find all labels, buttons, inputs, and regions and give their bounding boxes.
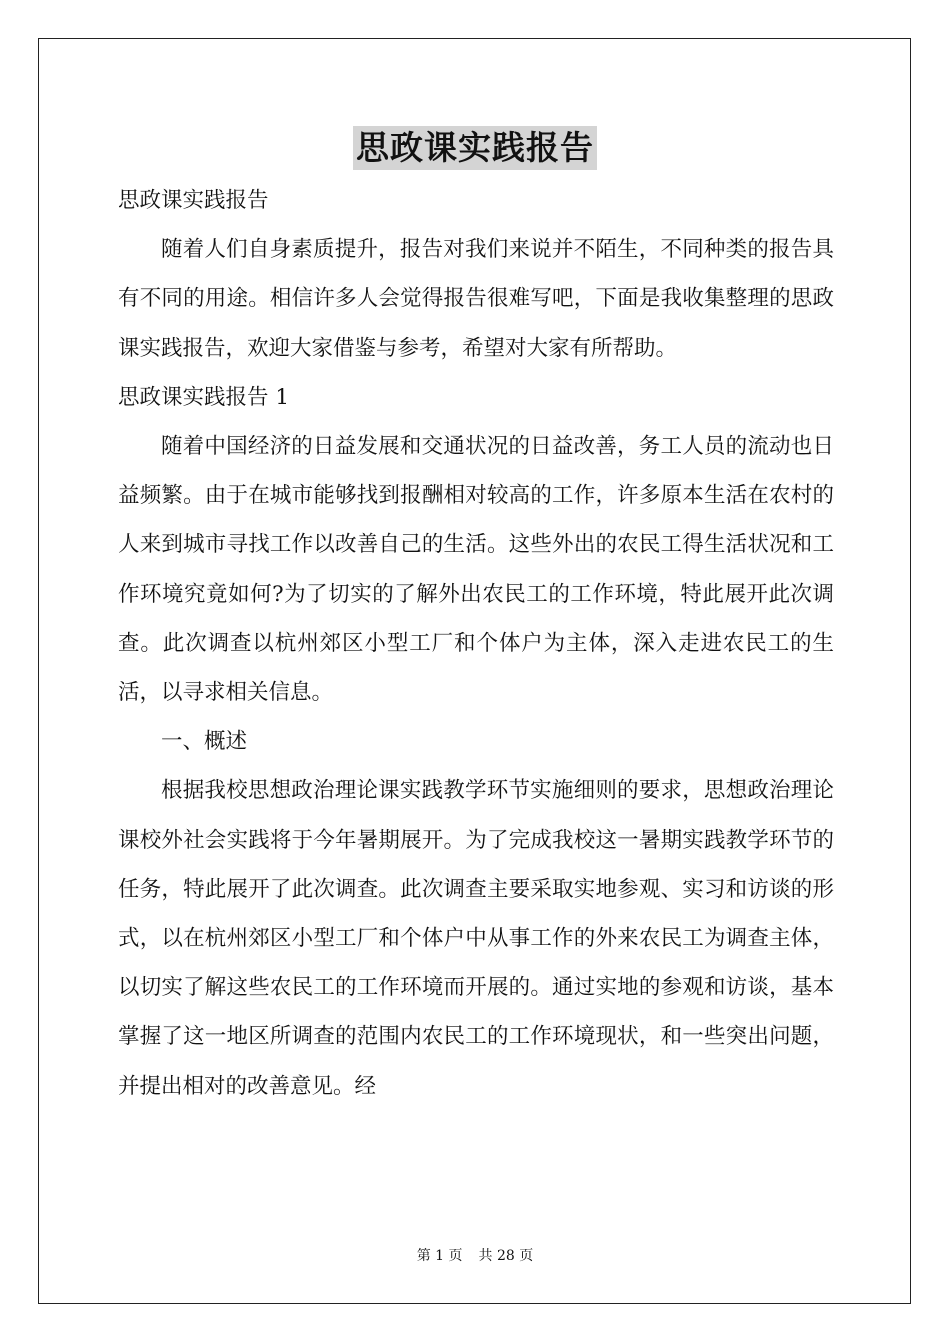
page-footer bbox=[0, 1245, 950, 1265]
section-heading: 一、概述 bbox=[161, 729, 248, 755]
document-title: 思政课实践报告 bbox=[353, 126, 597, 170]
title-area bbox=[0, 126, 950, 170]
paragraph: 根据我校思想政治理论课实践教学环节实施细则的要求，思想政治理论课校外社会实践将于今年暑期展开。为了完成我校这一暑期实践教学环节的任务，特此展开了此次调查。此次调查主要采取实地参观、实习和访谈的形式，以在杭州郊区小型工厂和个体户中从事工作的外来农民工为调查主体，以切实了解这些农民工的工作环境而开展的。通过实地的参观和访谈，基本掌握了这一地区所调查的范围内农民工的工作环境现状，和一些突出问题，并提出相对的改善意见。经 bbox=[118, 778, 834, 1099]
paragraph: 随着人们自身素质提升，报告对我们来说并不陌生，不同种类的报告具有不同的用途。相信许多人会觉得报告很难写吧，下面是我收集整理的思政课实践报告，欢迎大家借鉴与参考，希望对大家有所帮助。 bbox=[118, 237, 834, 361]
page-number: 第 1 页 bbox=[416, 1248, 463, 1264]
paragraph: 随着中国经济的日益发展和交通状况的日益改善，务工人员的流动也日益频繁。由于在城市能够找到报酬相对较高的工作，许多原本生活在农村的人来到城市寻找工作以改善自己的生活。这些外出的农民工得生活状况和工作环境究竟如何?为了切实的了解外出农民工的工作环境，特此展开此次调查。此次调查以杭州郊区小型工厂和个体户为主体，深入走进农民工的生活，以寻求相关信息。 bbox=[118, 434, 834, 706]
page-total: 共 28 页 bbox=[478, 1248, 534, 1264]
document-body bbox=[118, 176, 834, 1111]
section-heading: 思政课实践报告 1 bbox=[118, 384, 290, 410]
paragraph: 思政课实践报告 bbox=[118, 188, 269, 213]
